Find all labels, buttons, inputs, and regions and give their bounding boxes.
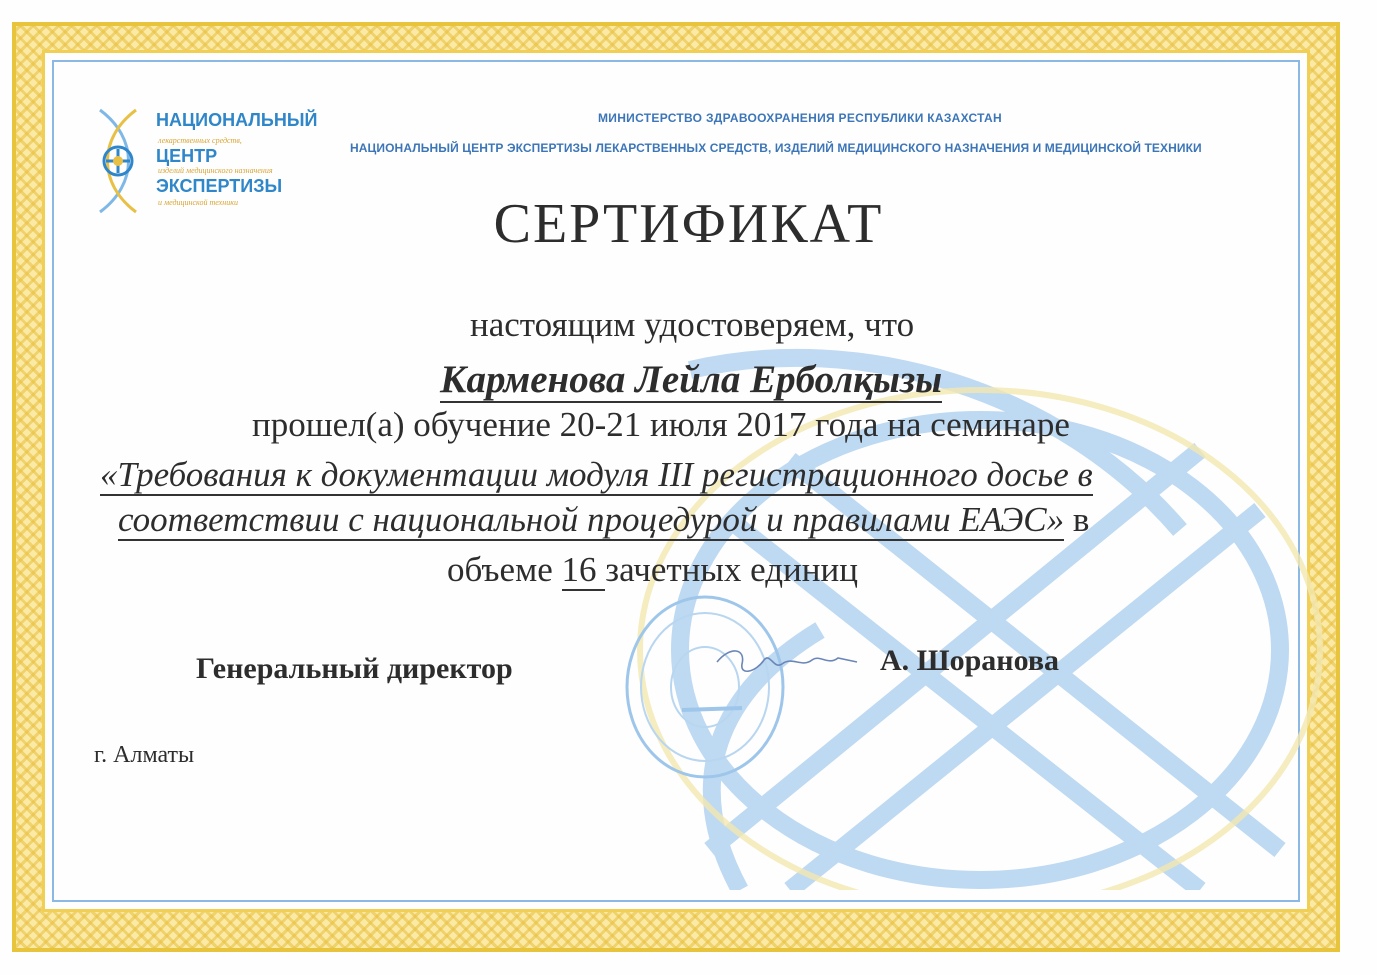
volume-line (447, 550, 858, 590)
intro-text: настоящим удостоверяем, что (470, 305, 915, 344)
recipient-name-text: Карменова Лейла Ерболқызы (440, 358, 943, 401)
ministry-header: МИНИСТЕРСТВО ЗДРАВООХРАНЕНИЯ РЕСПУБЛИКИ КАЗАХСТАН (598, 111, 1002, 125)
seminar-title-line-2 (118, 500, 1089, 540)
signature-scribble (712, 642, 862, 682)
recipient-name (440, 357, 942, 402)
logo-small-1: лекарственных средств, (158, 136, 242, 145)
logo-small-3: и медицинской техники (158, 198, 238, 207)
volume-suffix: зачетных единиц (605, 550, 858, 589)
seminar-title-line-1-text: «Требования к документации модуля III регистрационного досье в (100, 455, 1093, 494)
volume-value: 16 (561, 550, 606, 589)
volume-prefix: объеме (447, 550, 562, 589)
logo-small-2: изделий медицинского назначения (158, 166, 273, 175)
city-label: г. Алматы (94, 742, 195, 768)
director-name: А. Шоранова (880, 644, 1060, 677)
director-position: Генеральный директор (196, 652, 513, 685)
official-stamp (622, 592, 788, 782)
certificate-title: СЕРТИФИКАТ (493, 193, 884, 255)
logo-line-3: ЭКСПЕРТИЗЫ (156, 176, 283, 196)
seminar-title-line-1 (100, 455, 1093, 495)
logo-line-1: НАЦИОНАЛЬНЫЙ (156, 110, 318, 130)
seminar-title-line-2-text: соответствии с национальной процедурой и правилами ЕАЭС» (118, 500, 1065, 539)
logo-line-2: ЦЕНТР (156, 146, 218, 166)
completed-text: прошел(а) обучение 20-21 июля 2017 года на семинаре (252, 405, 1070, 444)
seminar-suffix: в (1064, 500, 1090, 539)
center-header: НАЦИОНАЛЬНЫЙ ЦЕНТР ЭКСПЕРТИЗЫ ЛЕКАРСТВЕННЫХ СРЕДСТВ, ИЗДЕЛИЙ МЕДИЦИНСКОГО НАЗНАЧЕНИЯ И МЕДИЦИНСКОЙ ТЕХНИКИ (350, 141, 1202, 155)
